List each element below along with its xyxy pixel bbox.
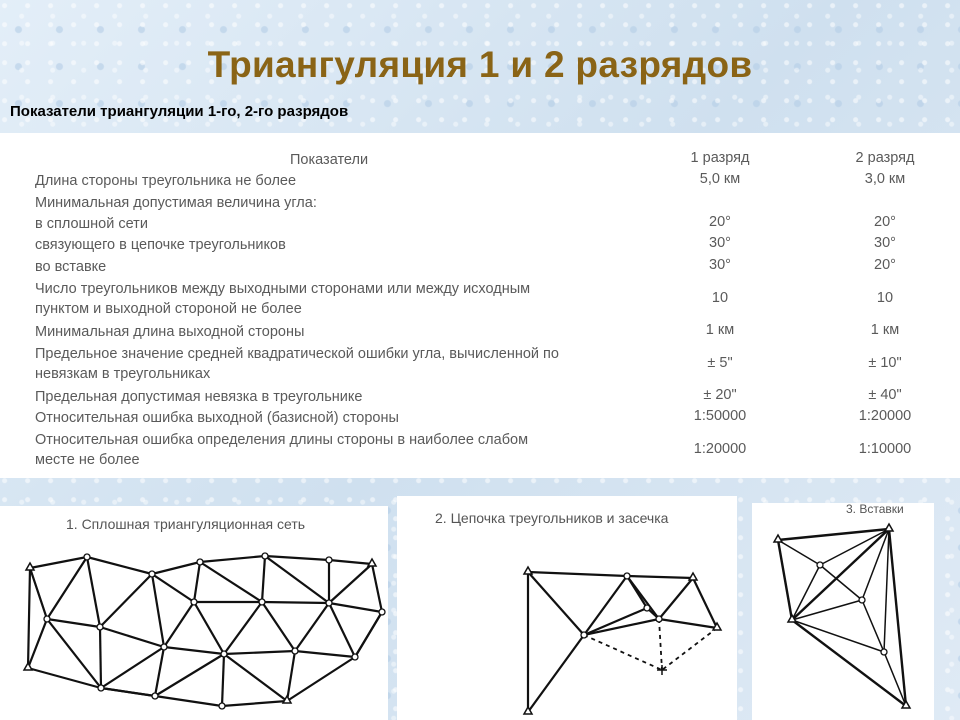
row-value-rank-1: ± 20" — [703, 387, 737, 403]
row-value-rank-2: 1 км — [870, 322, 900, 338]
row-label-continued: месте не более — [35, 452, 140, 468]
row-value-rank-1: 1:20000 — [693, 441, 747, 457]
figure-inserts — [752, 503, 934, 720]
figure-caption: 1. Сплошная триангуляционная сеть — [66, 516, 306, 532]
row-value-rank-1: 30° — [709, 235, 731, 251]
table-caption: Показатели триангуляции 1-го, 2-го разрядов — [10, 103, 349, 120]
row-label: связующего в цепочке треугольников — [35, 237, 286, 253]
row-value-rank-2: 20° — [874, 214, 896, 230]
row-label: Относительная ошибка выходной (базисной) стороны — [35, 410, 399, 426]
row-value-rank-2: 3,0 км — [864, 171, 906, 187]
row-label: Длина стороны треугольника не более — [35, 173, 297, 189]
row-label: Предельная допустимая невязка в треугольнике — [35, 389, 363, 405]
row-value-rank-2: 1:20000 — [858, 408, 912, 424]
row-value-rank-1: 20° — [709, 214, 731, 230]
row-label: во вставке — [35, 259, 107, 275]
row-value-rank-2: 10 — [876, 290, 894, 306]
row-value-rank-1: ± 5" — [707, 355, 733, 371]
header-rank-1: 1 разряд — [690, 150, 750, 166]
row-value-rank-1: 1 км — [705, 322, 735, 338]
row-value-rank-2: 20° — [874, 257, 896, 273]
figure-caption: 2. Цепочка треугольников и засечка — [435, 510, 669, 526]
header-rank-2: 2 разряд — [855, 150, 915, 166]
row-value-rank-1: 1:50000 — [693, 408, 747, 424]
continuous-network-diagram — [0, 506, 388, 720]
figure-triangle-chain — [397, 496, 737, 720]
row-value-rank-2: ± 40" — [868, 387, 902, 403]
parameters-table — [0, 133, 960, 478]
triangle-chain-diagram — [397, 496, 737, 720]
row-label-continued: пунктом и выходной стороной не более — [35, 301, 302, 317]
slide-title: Триангуляция 1 и 2 разрядов — [207, 44, 753, 85]
row-label: Число треугольников между выходными сторонами или между исходным — [35, 281, 531, 297]
row-value-rank-1: 30° — [709, 257, 731, 273]
row-value-rank-1: 5,0 км — [699, 171, 741, 187]
row-value-rank-1: 10 — [711, 290, 729, 306]
row-value-rank-2: 30° — [874, 235, 896, 251]
inserts-diagram — [752, 503, 934, 720]
row-label: Предельное значение средней квадратической ошибки угла, вычисленной по — [35, 346, 559, 362]
header-indicators: Показатели — [290, 152, 369, 168]
row-label-continued: невязкам в треугольниках — [35, 366, 211, 382]
row-value-rank-2: 1:10000 — [858, 441, 912, 457]
figure-caption-inserts: 3. Вставки — [846, 502, 904, 516]
row-label: Минимальная длина выходной стороны — [35, 324, 305, 340]
row-label: Минимальная допустимая величина угла: — [35, 195, 317, 211]
row-label: в сплошной сети — [35, 216, 148, 232]
row-value-rank-2: ± 10" — [868, 355, 902, 371]
figure-continuous-network — [0, 506, 388, 720]
row-label: Относительная ошибка определения длины стороны в наиболее слабом — [35, 432, 529, 448]
